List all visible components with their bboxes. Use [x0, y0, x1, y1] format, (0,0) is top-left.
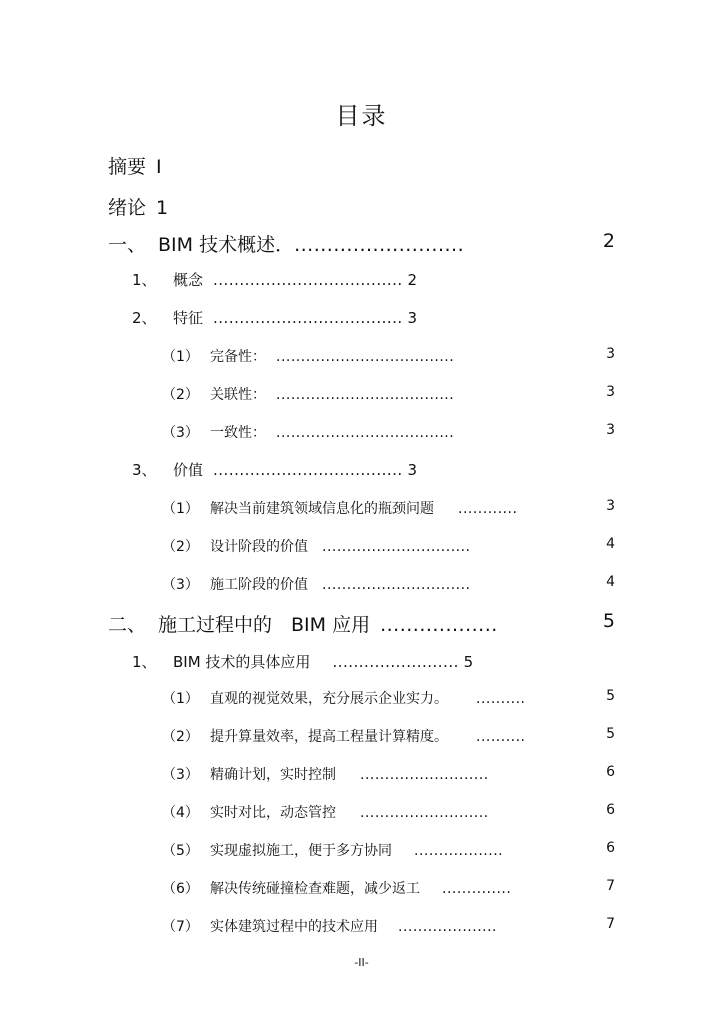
toc-label: 实体建筑过程中的技术应用 [210, 919, 378, 935]
page-title: 目录 [335, 102, 388, 130]
toc-entry-2-1-1[interactable] [162, 688, 723, 708]
toc-leader-dots: .................................... [276, 425, 455, 441]
toc-label: 完备性： [210, 349, 266, 365]
toc-leader-dots: .................................... [213, 271, 403, 289]
toc-label: 解决当前建筑领域信息化的瓶颈问题 [210, 501, 434, 517]
toc-label: 摘要 [108, 156, 147, 178]
toc-label: 施工阶段的价值 [210, 577, 308, 593]
toc-number: （2） [162, 729, 199, 745]
toc-label: 精确计划，实时控制 [210, 767, 336, 783]
toc-leader-dots: ........................ [332, 653, 459, 671]
toc-number: （2） [162, 539, 199, 555]
toc-label: 特征 [173, 309, 204, 327]
toc-page: 3 [407, 461, 417, 479]
page-number-footer: -II- [354, 956, 369, 969]
toc-number: （2） [162, 387, 199, 403]
toc-label: BIM 技术的具体应用 [173, 653, 311, 671]
toc-number: （7） [162, 919, 199, 935]
toc-number: （3） [162, 767, 199, 783]
toc-label: 实时对比，动态管控 [210, 805, 336, 821]
toc-entry-1-2[interactable] [132, 307, 417, 328]
toc-entry-1-1[interactable] [132, 269, 417, 290]
toc-leader-dots: .................................... [276, 349, 455, 365]
toc-number: （1） [162, 691, 199, 707]
toc-leader-dots: .......................... [294, 234, 465, 256]
toc-number: 一、 [108, 234, 147, 256]
toc-leader-dots: .................. [380, 614, 498, 636]
toc-leader-dots: .................................... [213, 461, 403, 479]
toc-leader-dots: .................................... [213, 309, 403, 327]
toc-leader-dots: .................. [414, 843, 504, 859]
toc-label: BIM 技术概述． [158, 234, 295, 256]
toc-label: 概念 [173, 271, 204, 289]
toc-label: 施工过程中的 BIM 应用 [158, 614, 371, 636]
toc-page: 3 [606, 422, 615, 438]
toc-entry-1-2-1[interactable] [162, 346, 723, 366]
toc-entry-1-3-3[interactable] [162, 574, 723, 594]
toc-page: 4 [606, 536, 615, 552]
toc-label: 直观的视觉效果，充分展示企业实力。 [210, 691, 448, 707]
toc-page: 6 [606, 764, 615, 780]
toc-page: 6 [606, 802, 615, 818]
toc-number: （3） [162, 425, 199, 441]
toc-number: 3、 [132, 461, 157, 479]
toc-entry-1-3-2[interactable] [162, 536, 723, 556]
toc-page: 4 [606, 574, 615, 590]
toc-number: 2、 [132, 309, 157, 327]
toc-page: 1 [156, 197, 169, 219]
toc-leader-dots: .......... [476, 729, 526, 745]
toc-entry-chapter-1[interactable] [108, 230, 723, 257]
toc-page: I [156, 156, 162, 178]
toc-entry-1-2-2[interactable] [162, 384, 723, 404]
toc-page: 5 [602, 610, 615, 632]
toc-leader-dots: .............................. [322, 539, 471, 555]
toc-entry-2-1[interactable] [132, 651, 473, 672]
toc-number: （1） [162, 501, 199, 517]
toc-entry-2-1-3[interactable] [162, 764, 723, 784]
toc-label: 设计阶段的价值 [210, 539, 308, 555]
toc-entry-intro[interactable] [108, 193, 168, 220]
toc-label: 关联性： [210, 387, 266, 403]
toc-entry-1-2-3[interactable] [162, 422, 723, 442]
toc-page: 5 [606, 688, 615, 704]
toc-leader-dots: ............ [458, 501, 518, 517]
toc-page: 3 [606, 498, 615, 514]
toc-leader-dots: .................................... [276, 387, 455, 403]
toc-number: 二、 [108, 614, 147, 636]
toc-label: 绪论 [108, 197, 147, 219]
toc-number: 1、 [132, 271, 157, 289]
toc-number: （3） [162, 577, 199, 593]
toc-leader-dots: .................... [398, 919, 498, 935]
toc-number: 1、 [132, 653, 157, 671]
toc-entry-2-1-6[interactable] [162, 878, 723, 898]
toc-entry-1-3-1[interactable] [162, 498, 723, 518]
toc-label: 价值 [173, 461, 204, 479]
toc-entry-chapter-2[interactable] [108, 610, 723, 637]
toc-entry-abstract[interactable] [108, 152, 162, 179]
toc-page: 3 [606, 384, 615, 400]
toc-label: 一致性： [210, 425, 266, 441]
toc-page: 3 [606, 346, 615, 362]
toc-entry-2-1-5[interactable] [162, 840, 723, 860]
toc-page: 7 [606, 878, 615, 894]
toc-leader-dots: .......... [476, 691, 526, 707]
toc-leader-dots: .............................. [322, 577, 471, 593]
toc-label: 实现虚拟施工，便于多方协同 [210, 843, 392, 859]
toc-label: 提升算量效率，提高工程量计算精度。 [210, 729, 448, 745]
toc-label: 解决传统碰撞检查难题，减少返工 [210, 881, 420, 897]
toc-page: 7 [606, 916, 615, 932]
toc-page: 5 [463, 653, 474, 671]
toc-leader-dots: .......................... [360, 767, 489, 783]
toc-number: （1） [162, 349, 199, 365]
toc-page: 6 [606, 840, 615, 856]
toc-number: （4） [162, 805, 199, 821]
toc-entry-2-1-4[interactable] [162, 802, 723, 822]
toc-number: （5） [162, 843, 199, 859]
toc-leader-dots: .......................... [360, 805, 489, 821]
toc-page: 2 [602, 230, 615, 252]
toc-entry-2-1-2[interactable] [162, 726, 723, 746]
toc-number: （6） [162, 881, 199, 897]
toc-page: 5 [606, 726, 615, 742]
toc-entry-1-3[interactable] [132, 459, 417, 480]
toc-entry-2-1-7[interactable] [162, 916, 723, 936]
toc-leader-dots: .............. [442, 881, 512, 897]
toc-page: 3 [407, 309, 417, 327]
toc-page: 2 [407, 271, 417, 289]
